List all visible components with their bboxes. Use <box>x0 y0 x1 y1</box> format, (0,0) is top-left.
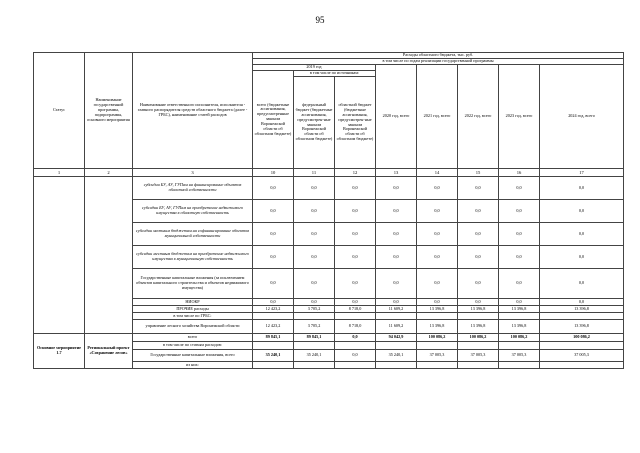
value-cell: 13 396,8 <box>417 320 458 334</box>
value-cell: 8 718,0 <box>335 320 376 334</box>
value-cell: 13 396,8 <box>540 306 624 313</box>
name-cell-empty <box>85 177 133 334</box>
value-cell: 0,0 <box>335 200 376 223</box>
value-cell: 37 005,3 <box>458 350 499 362</box>
col-number: 13 <box>376 169 417 177</box>
value-cell: 100 086,2 <box>458 334 499 342</box>
value-cell: 0,0 <box>417 223 458 246</box>
value-cell: 0,0 <box>376 223 417 246</box>
value-cell: 100 086,2 <box>417 334 458 342</box>
value-cell: 0,0 <box>335 269 376 299</box>
value-cell: 0,0 <box>294 269 335 299</box>
value-cell: 89 845,1 <box>294 334 335 342</box>
row-label: ПРОЧИЕ расходы <box>133 306 253 313</box>
value-cell: 0,0 <box>417 177 458 200</box>
value-cell: 0,0 <box>417 200 458 223</box>
col-number: 11 <box>294 169 335 177</box>
row-label: всего <box>133 334 253 342</box>
value-cell: 8 718,0 <box>335 306 376 313</box>
header-y2020: 2020 год, всего <box>376 65 417 169</box>
value-cell: 0,0 <box>335 223 376 246</box>
value-cell: 13 396,8 <box>499 306 540 313</box>
row-label: Государственные капитальные вложения, всего <box>133 350 253 362</box>
value-cell: 3 705,2 <box>294 306 335 313</box>
row-label: управление лесного хозяйства Воронежской области <box>133 320 253 334</box>
value-cell: 0,0 <box>294 200 335 223</box>
value-cell: 0,0 <box>499 299 540 306</box>
value-cell: 100 086,2 <box>540 334 624 342</box>
value-cell: 0,0 <box>294 223 335 246</box>
col-number: 1 <box>34 169 85 177</box>
header-y2022: 2022 год, всего <box>458 65 499 169</box>
value-cell: 12 423,2 <box>253 320 294 334</box>
value-cell: 37 005,3 <box>417 350 458 362</box>
header-budget-title: Расходы областного бюджета, тыс. руб. <box>253 53 624 59</box>
table-row <box>34 334 624 342</box>
row-label: субсидии БУ, АУ, ГУПам на финансирование объектов областной собственности <box>133 177 253 200</box>
value-cell: 35 240,1 <box>294 350 335 362</box>
value-cell: 11 609,2 <box>376 320 417 334</box>
col-number: 10 <box>253 169 294 177</box>
value-cell: 0,0 <box>376 299 417 306</box>
page-number: 95 <box>315 15 325 25</box>
row-label: из них: <box>133 362 253 369</box>
col-number: 15 <box>458 169 499 177</box>
value-cell: 0,0 <box>499 200 540 223</box>
header-executor: Наименование ответственного исполнителя, исполнителя - главного распорядителя средств областного бюджета (далее - ГРБС), наименование статей расходов <box>133 53 253 169</box>
row-label: субсидии местным бюджетам на приобретение недвижимого имущества в муниципальную собственность <box>133 246 253 269</box>
value-cell: 12 423,2 <box>253 306 294 313</box>
value-cell: 0,0 <box>540 223 624 246</box>
header-name: Наименование государственной программы, подпрограммы, основного мероприятия <box>85 53 133 169</box>
value-cell: 0,0 <box>253 269 294 299</box>
value-cell: 0,0 <box>376 177 417 200</box>
value-cell: 0,0 <box>376 246 417 269</box>
col-number: 12 <box>335 169 376 177</box>
value-cell: 100 086,2 <box>499 334 540 342</box>
row-label: в том числе по статьям расходов: <box>133 342 253 350</box>
header-year-2019: 2019 год <box>253 65 376 71</box>
status-cell-empty <box>34 177 85 334</box>
header-y2021: 2021 год, всего <box>417 65 458 169</box>
value-cell: 0,0 <box>417 299 458 306</box>
table-row <box>34 177 624 200</box>
budget-table <box>33 52 624 369</box>
value-cell: 0,0 <box>458 269 499 299</box>
value-cell: 0,0 <box>335 299 376 306</box>
value-cell: 0,0 <box>253 223 294 246</box>
column-number-row <box>34 169 624 177</box>
col-number: 14 <box>417 169 458 177</box>
col-number: 17 <box>540 169 624 177</box>
header-y2024: 2024 год, всего <box>540 65 624 169</box>
value-cell: 0,0 <box>540 177 624 200</box>
value-cell: 0,0 <box>458 246 499 269</box>
value-cell: 0,0 <box>540 200 624 223</box>
row-label: НИОКР <box>133 299 253 306</box>
header-regional: областной бюджет (бюджетные ассигнования, предусмотрен-ные законом Воронежской области об областном бюджете) <box>335 77 376 169</box>
value-cell: 0,0 <box>294 177 335 200</box>
value-cell: 0,0 <box>294 246 335 269</box>
value-cell: 13 396,8 <box>417 306 458 313</box>
value-cell: 0,0 <box>458 200 499 223</box>
value-cell: 0,0 <box>499 223 540 246</box>
value-cell: 0,0 <box>499 246 540 269</box>
value-cell: 13 396,8 <box>540 320 624 334</box>
value-cell: 35 240,1 <box>376 350 417 362</box>
value-cell: 13 396,8 <box>458 320 499 334</box>
header-status: Статус <box>34 53 85 169</box>
value-cell: 0,0 <box>458 223 499 246</box>
value-cell: 0,0 <box>540 246 624 269</box>
value-cell: 0,0 <box>499 177 540 200</box>
value-cell: 0,0 <box>376 200 417 223</box>
value-cell: 0,0 <box>253 177 294 200</box>
value-cell: 3 705,2 <box>294 320 335 334</box>
value-cell: 0,0 <box>458 299 499 306</box>
value-cell: 0,0 <box>335 246 376 269</box>
value-cell: 0,0 <box>458 177 499 200</box>
value-cell: 0,0 <box>540 299 624 306</box>
value-cell: 0,0 <box>294 299 335 306</box>
header-incl-years: в том числе по годам реализации государственной программы <box>253 59 624 65</box>
value-cell: 0,0 <box>253 200 294 223</box>
value-cell: 13 396,8 <box>458 306 499 313</box>
value-cell: 94 042,9 <box>376 334 417 342</box>
row-label: в том числе по ГРБС: <box>133 313 253 320</box>
value-cell: 0,0 <box>376 269 417 299</box>
value-cell: 89 845,1 <box>253 334 294 342</box>
value-cell: 0,0 <box>253 246 294 269</box>
col-number: 3 <box>133 169 253 177</box>
col-number: 16 <box>499 169 540 177</box>
header-incl-sources: в том числе по источникам: <box>294 71 376 77</box>
measure-name: Региональный проект «Сохранение лесов» <box>85 334 133 369</box>
value-cell: 37 005,3 <box>540 350 624 362</box>
value-cell: 0,0 <box>335 177 376 200</box>
measure-status: Основное мероприятие 1.7 <box>34 334 85 369</box>
header-y2023: 2023 год, всего <box>499 65 540 169</box>
value-cell: 35 240,1 <box>253 350 294 362</box>
value-cell: 0,0 <box>540 269 624 299</box>
value-cell: 37 005,3 <box>499 350 540 362</box>
value-cell: 0,0 <box>417 246 458 269</box>
value-cell: 0,0 <box>335 350 376 362</box>
row-label: Государственные капитальные вложения (за исключением объектов капитального строительства и объектов недвижимого имущества) <box>133 269 253 299</box>
value-cell: 0,0 <box>417 269 458 299</box>
header-federal: федеральный бюджет (бюджетные ассигнования, предусмотрен-ные законом Воронежской области об областном бюджете) <box>294 77 335 169</box>
row-label: субсидии БУ, АУ, ГУПам на приобретение недвижимого имущества в областную собственность <box>133 200 253 223</box>
value-cell: 0,0 <box>253 299 294 306</box>
col-number: 2 <box>85 169 133 177</box>
value-cell: 0,0 <box>335 334 376 342</box>
row-label: субсидии местным бюджетам на софинансирование объектов муниципальной собственности <box>133 223 253 246</box>
value-cell: 11 609,2 <box>376 306 417 313</box>
value-cell: 0,0 <box>499 269 540 299</box>
header-total: всего (бюджетные ассигнования, предусмотренные законом Воронежской области об областном бюджете) <box>253 71 294 169</box>
value-cell: 13 396,8 <box>499 320 540 334</box>
